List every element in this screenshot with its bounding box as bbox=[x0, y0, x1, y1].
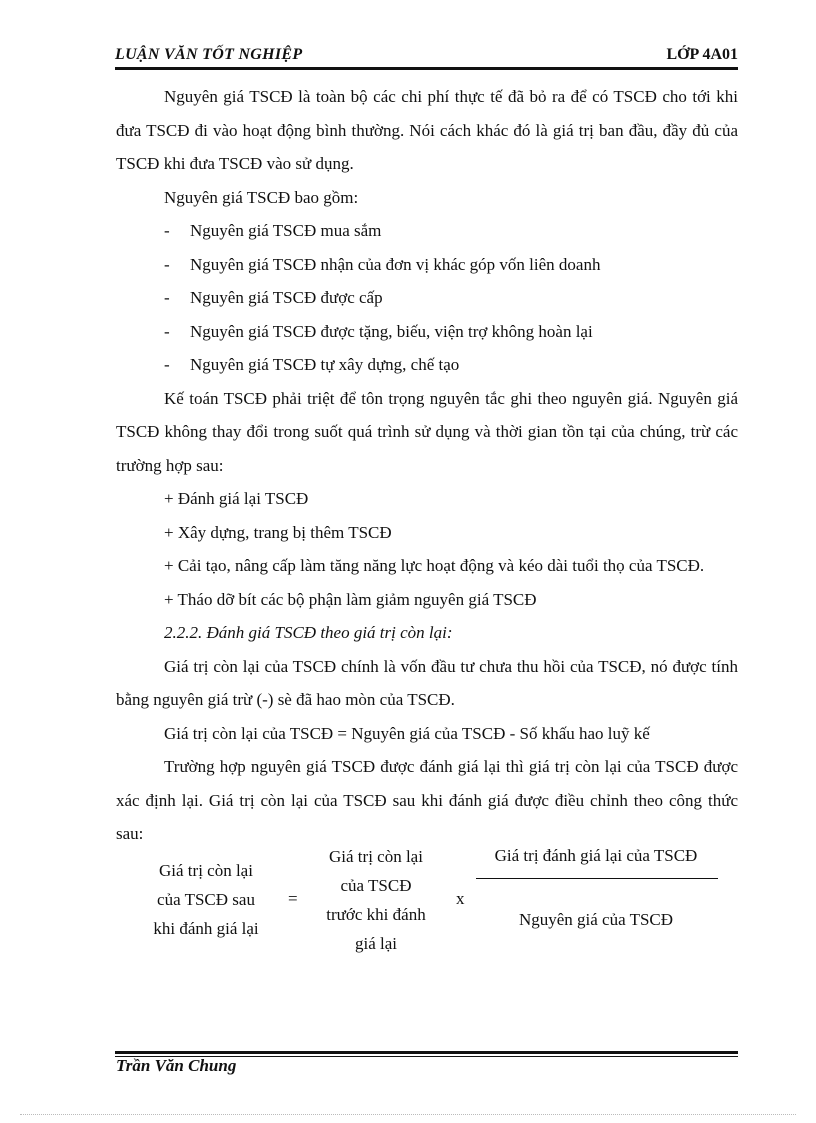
dash-bullet: - bbox=[164, 221, 170, 240]
list-item bbox=[116, 248, 738, 282]
dash-bullet: - bbox=[164, 254, 170, 274]
page-bottom-border bbox=[20, 1114, 796, 1115]
list-item bbox=[116, 281, 738, 315]
paragraph-residual-value: Giá trị còn lại của TSCĐ chính là vốn đầu tư chưa thu hồi của TSCĐ, nó được tính bằng nguyên giá trừ (-) sè đã hao mòn của TSCĐ. bbox=[116, 656, 738, 709]
header-rule bbox=[115, 67, 738, 70]
list-item-text: Nguyên giá TSCĐ được tặng, biếu, viện trợ không hoàn lại bbox=[190, 321, 593, 341]
list-item-text: Nguyên giá TSCĐ được cấp bbox=[190, 288, 383, 307]
list-item-text: Nguyên giá TSCĐ tự xây dựng, chế tạo bbox=[190, 355, 460, 374]
fraction-denominator: Nguyên giá của TSCĐ bbox=[518, 910, 674, 929]
multiply-sign: x bbox=[456, 889, 465, 908]
section-heading: 2.2.2. Đánh giá TSCĐ theo giá trị còn lại: bbox=[164, 623, 453, 642]
paragraph-includes: Nguyên giá TSCĐ bao gồm: bbox=[164, 187, 359, 207]
thesis-title: LUẬN VĂN TỐT NGHIỆP bbox=[115, 46, 303, 63]
dash-bullet: - bbox=[164, 288, 170, 307]
list-item bbox=[116, 348, 738, 382]
equals-sign: = bbox=[288, 889, 298, 908]
fraction-numerator: Giá trị đánh giá lại của TSCĐ bbox=[494, 846, 698, 865]
residual-value-equation: Giá trị còn lại của TSCĐ = Nguyên giá của TSCĐ - Số khấu hao luỹ kế bbox=[164, 723, 650, 743]
case-construction: + Xây dựng, trang bị thêm TSCĐ bbox=[164, 522, 392, 542]
dash-bullet: - bbox=[164, 321, 170, 341]
list-item-text: Nguyên giá TSCĐ mua sắm bbox=[190, 221, 382, 240]
list-item bbox=[116, 315, 738, 349]
author-name: Trần Văn Chung bbox=[116, 1056, 237, 1075]
paragraph-revaluation: Trường hợp nguyên giá TSCĐ được đánh giá lại thì giá trị còn lại của TSCĐ được xác định lại. Giá trị còn lại của TSCĐ sau khi đánh giá được điều chỉnh theo công thức sau: bbox=[116, 757, 738, 843]
class-code: LỚP 4A01 bbox=[666, 46, 738, 63]
page-header bbox=[115, 44, 738, 68]
paragraph-definition: Nguyên giá TSCĐ là toàn bộ các chi phí thực tế đã bỏ ra để có TSCĐ cho tới khi đưa TSCĐ đi vào hoạt động bình thường. Nói cách khác đó là giá trị ban đầu, đầy đủ của TSCĐ khi đưa TSCĐ vào sử dụng. bbox=[116, 87, 738, 173]
formula-middle-term: Giá trị còn lại của TSCĐ trước khi đánh giá lại bbox=[326, 847, 426, 953]
dash-bullet: - bbox=[164, 355, 170, 374]
case-renovation: + Cải tạo, nâng cấp làm tăng năng lực hoạt động và kéo dài tuổi thọ của TSCĐ. bbox=[164, 556, 705, 575]
revaluation-formula bbox=[116, 842, 738, 962]
list-item-text: Nguyên giá TSCĐ nhận của đơn vị khác góp vốn liên doanh bbox=[190, 254, 601, 274]
footer-rule-thick bbox=[115, 1051, 738, 1054]
paragraph-principle: Kế toán TSCĐ phải triệt để tôn trọng nguyên tắc ghi theo nguyên giá. Nguyên giá TSCĐ không thay đổi trong suốt quá trình sử dụng và thời gian tồn tại của chúng, trừ các trường hợp sau: bbox=[116, 388, 738, 475]
list-item bbox=[116, 214, 738, 248]
fraction-bar bbox=[476, 878, 718, 879]
formula-left-term: Giá trị còn lại của TSCĐ sau khi đánh giá lại bbox=[153, 861, 259, 938]
case-revaluation: + Đánh giá lại TSCĐ bbox=[164, 489, 309, 508]
case-dismantle: + Tháo dỡ bít các bộ phận làm giảm nguyên giá TSCĐ bbox=[164, 589, 537, 609]
body-text bbox=[116, 80, 738, 851]
